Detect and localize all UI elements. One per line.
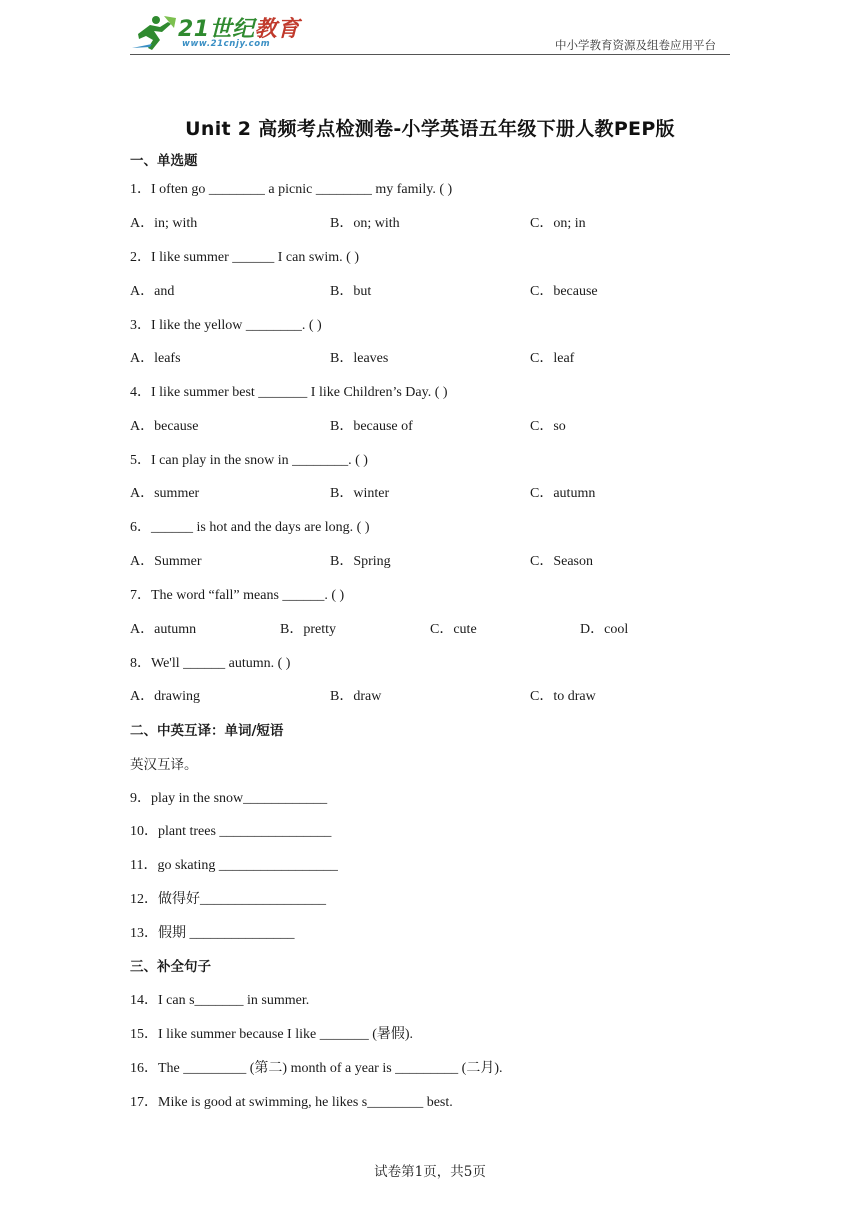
question-6: 6．______ is hot and the days are long. ( ) [130, 520, 370, 535]
header-tagline: 中小学教育资源及组卷应用平台 [555, 38, 716, 52]
option: C．on; in [530, 216, 586, 231]
option: C．leaf [530, 351, 575, 366]
section-instruction: 英汉互译。 [130, 757, 198, 773]
option: C．Season [530, 554, 593, 569]
page-header [130, 12, 730, 55]
question-2: 2．I like summer ______ I can swim. ( ) [130, 250, 360, 265]
question-4: 4．I like summer best _______ I like Children’s Day. ( ) [130, 385, 448, 400]
translation-item: 10．plant trees ________________ [130, 824, 332, 839]
option: B．leaves [330, 351, 389, 366]
option: B．because of [330, 419, 413, 434]
sentence-item: 15．I like summer because I like _______ (暑假). [130, 1027, 414, 1042]
option: A．leafs [130, 351, 181, 366]
logo-url: www.21cnjy.com [182, 39, 271, 49]
logo-text: 21世纪教育 [178, 17, 300, 42]
option: B．Spring [330, 554, 391, 569]
option: B．draw [330, 689, 382, 704]
question-3: 3．I like the yellow ________. ( ) [130, 318, 322, 333]
sentence-item: 14．I can s_______ in summer. [130, 993, 310, 1008]
option: C．because [530, 284, 598, 299]
question-7: 7．The word “fall” means ______. ( ) [130, 588, 345, 603]
translation-item: 13．假期 _______________ [130, 926, 295, 941]
page-footer: 试卷第1页，共5页 [374, 1164, 486, 1180]
option: A．because [130, 419, 199, 434]
option: A．drawing [130, 689, 200, 704]
question-8: 8．We'll ______ autumn. ( ) [130, 656, 291, 671]
option: A．in; with [130, 216, 198, 231]
logo [130, 14, 300, 52]
section-heading: 一、单选题 [130, 153, 198, 169]
option: A．and [130, 284, 175, 299]
option: B．winter [330, 486, 390, 501]
option: D．cool [580, 622, 629, 637]
option: B．on; with [330, 216, 400, 231]
section-heading: 二、中英互译：单词/短语 [130, 723, 284, 739]
option: B．but [330, 284, 372, 299]
question-5: 5．I can play in the snow in ________. ( ) [130, 453, 368, 468]
sentence-item: 16．The _________ (第二) month of a year is _________ (二月). [130, 1061, 503, 1076]
question-1: 1．I often go ________ a picnic ________ my family. ( ) [130, 182, 453, 197]
translation-item: 11．go skating _________________ [130, 858, 338, 873]
option: C．so [530, 419, 566, 434]
translation-item: 9．play in the snow____________ [130, 791, 328, 806]
option: A．summer [130, 486, 200, 501]
option: A．autumn [130, 622, 197, 637]
option: C．cute [430, 622, 477, 637]
section-heading: 三、补全句子 [130, 959, 211, 975]
option: C．autumn [530, 486, 596, 501]
sentence-item: 17．Mike is good at swimming, he likes s________ best. [130, 1095, 453, 1110]
page-title: Unit 2 高频考点检测卷-小学英语五年级下册人教PEP版 [185, 118, 675, 140]
option: C．to draw [530, 689, 596, 704]
option: A．Summer [130, 554, 202, 569]
translation-item: 12．做得好__________________ [130, 892, 326, 907]
runner-logo-icon [130, 14, 180, 52]
option: B．pretty [280, 622, 336, 637]
